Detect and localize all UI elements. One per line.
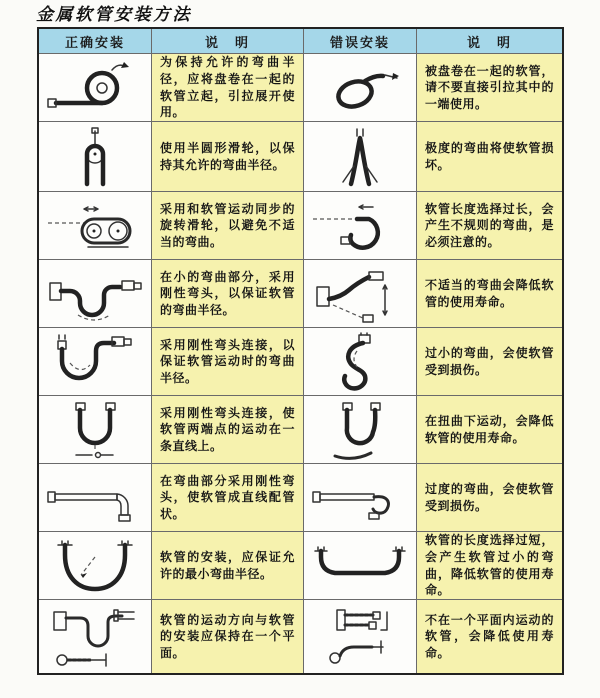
overbent-pipe-end-illustration	[307, 467, 413, 529]
page-title: 金属软管安装方法	[36, 5, 192, 25]
correct-desc-cell	[152, 532, 303, 599]
correct-desc-text: 采用刚性弯头连接，使软管两端点的运动在一条直线上。	[160, 405, 295, 453]
correct-desc-text: 采用和软管运动同步的旋转滑轮，以避免不适当的弯曲。	[160, 201, 295, 249]
rigid-elbow-connection-illustration	[42, 331, 148, 393]
correct-image-cell	[39, 260, 151, 327]
wrong-image-cell	[304, 600, 416, 673]
wrong-desc-text: 过度的弯曲，会使软管受到损伤。	[425, 481, 554, 513]
wrong-image-cell	[304, 54, 416, 121]
too-short-hose-illustration	[307, 535, 413, 597]
wrong-desc-cell	[417, 396, 562, 463]
col-header-correct-install: 正确安装	[39, 29, 151, 53]
correct-desc-cell	[152, 328, 303, 395]
correct-desc-text: 在小的弯曲部分，采用刚性弯头，以保证软管的弯曲半径。	[160, 269, 295, 317]
coiled-hose-upright-illustration	[42, 58, 148, 118]
installation-table	[37, 27, 564, 675]
correct-image-cell	[39, 122, 151, 191]
col-header-description-1: 说 明	[152, 29, 303, 53]
out-of-plane-hoses-illustration	[307, 604, 413, 670]
too-small-bend-illustration	[307, 331, 413, 393]
correct-desc-text: 软管的安装，应保证允许的最小弯曲半径。	[160, 549, 295, 581]
correct-desc-text: 采用刚性弯头连接，以保证软管运动时的弯曲半径。	[160, 337, 295, 385]
wrong-desc-cell	[417, 192, 562, 259]
hose-over-pulley-illustration	[42, 126, 148, 188]
wrong-desc-cell	[417, 600, 562, 673]
correct-desc-cell	[152, 54, 303, 121]
wrong-desc-cell	[417, 532, 562, 599]
wrong-desc-cell	[417, 260, 562, 327]
overlong-hose-loop-illustration	[307, 195, 413, 257]
col-header-wrong-install: 错误安装	[304, 29, 416, 53]
wrong-image-cell	[304, 192, 416, 259]
correct-desc-cell	[152, 260, 303, 327]
same-plane-trap-illustration	[42, 604, 148, 670]
wrong-desc-cell	[417, 54, 562, 121]
twisted-u-hose-illustration	[307, 399, 413, 461]
wrong-desc-cell	[417, 122, 562, 191]
aligned-u-hose-illustration	[42, 399, 148, 461]
rigid-elbow-small-bend-illustration	[42, 263, 148, 325]
correct-desc-cell	[152, 396, 303, 463]
wrong-desc-text: 极度的弯曲将使软管损坏。	[425, 140, 554, 172]
improper-bend-illustration	[307, 263, 413, 325]
correct-image-cell	[39, 532, 151, 599]
wrong-desc-text: 软管的长度选择过短，会产生软管过小的弯曲，降低软管的使用寿命。	[425, 533, 554, 598]
correct-desc-cell	[152, 600, 303, 673]
wrong-desc-text: 过小的弯曲，会使软管受到损伤。	[425, 345, 554, 377]
correct-desc-text: 为保持允许的弯曲半径，应将盘卷在一起的软管立起，引拉展开使用。	[160, 55, 295, 120]
synchronized-roller-illustration	[42, 195, 148, 257]
wrong-desc-text: 不适当的弯曲会降低软管的使用寿命。	[425, 277, 554, 309]
correct-desc-text: 使用半圆形滑轮，以保持其允许的弯曲半径。	[160, 140, 295, 172]
wrong-desc-cell	[417, 328, 562, 395]
sharply-bent-hose-illustration	[307, 126, 413, 188]
correct-desc-cell	[152, 464, 303, 531]
coiled-hose-pulled-illustration	[307, 58, 413, 118]
correct-image-cell	[39, 328, 151, 395]
wrong-image-cell	[304, 328, 416, 395]
correct-desc-cell	[152, 122, 303, 191]
correct-desc-text: 软管的运动方向与软管的安装应保持在一个平面。	[160, 612, 295, 660]
wide-u-min-radius-illustration	[42, 535, 148, 597]
correct-image-cell	[39, 396, 151, 463]
correct-image-cell	[39, 192, 151, 259]
correct-image-cell	[39, 600, 151, 673]
straight-pipe-elbow-illustration	[42, 467, 148, 529]
wrong-image-cell	[304, 396, 416, 463]
wrong-image-cell	[304, 260, 416, 327]
col-header-description-2: 说 明	[417, 29, 562, 53]
correct-image-cell	[39, 54, 151, 121]
wrong-image-cell	[304, 122, 416, 191]
wrong-desc-text: 在扭曲下运动，会降低软管的使用寿命。	[425, 413, 554, 445]
wrong-image-cell	[304, 532, 416, 599]
wrong-desc-text: 不在一个平面内运动的软管，会降低使用寿命。	[425, 612, 554, 660]
correct-image-cell	[39, 464, 151, 531]
wrong-desc-text: 被盘卷在一起的软管，请不要直接引拉其中的一端使用。	[425, 63, 554, 111]
wrong-desc-text: 软管长度选择过长，会产生不规则的弯曲，是必须注意的。	[425, 201, 554, 249]
correct-desc-text: 在弯曲部分采用刚性弯头，使软管成直线配管状。	[160, 473, 295, 521]
correct-desc-cell	[152, 192, 303, 259]
wrong-desc-cell	[417, 464, 562, 531]
wrong-image-cell	[304, 464, 416, 531]
